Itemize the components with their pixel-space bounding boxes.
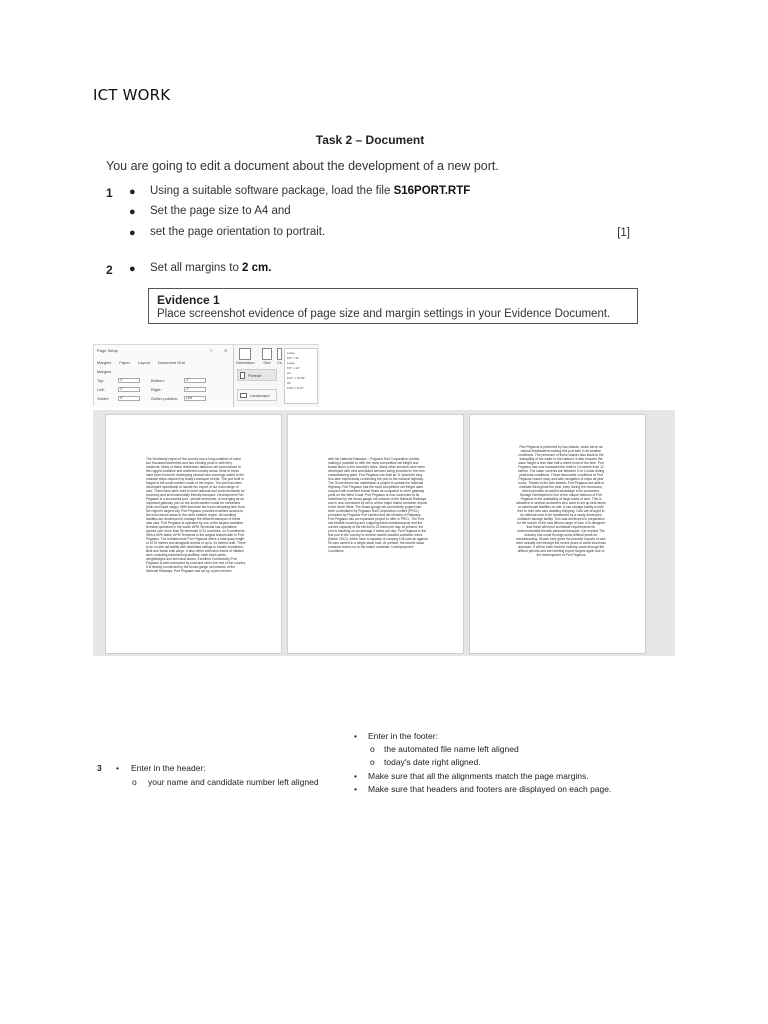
size-option-dims: 5.83" x 8.27" [287, 386, 304, 390]
bullet: • [116, 763, 119, 773]
right-margin-input[interactable]: 2" [184, 387, 206, 392]
question-1-item: set the page orientation to portrait. [150, 226, 326, 238]
question-1-item: Using a suitable software package, load the file S16PORT.RTF [150, 185, 471, 197]
dialog-tabs [97, 360, 185, 365]
document-pages-preview [93, 410, 675, 656]
gutter-position-select[interactable]: Left [184, 396, 206, 401]
margins-group-label: Margins [97, 369, 112, 374]
size-icon [262, 348, 272, 360]
page-text: Port Pegasus is protected by two islands, which serve as natural breakwaters making this port safe in all weather conditions. The presence of these islands also leads to the tranquillity of the water in the harbour. It also ensures the wave height is less than half a metre most of the time. Port Pegasus has now increased the draft to 14 metres from 12 metres. The water currents are between 0 to 1 knots during peak tidal conditions. These favourable conditions at Port Pegasus ensure easy and safe navigation of ships all year round. Thanks to the twin islands, Port Pegasus are able to maintain throughout the year, even during the monsoons, which provides an added advantage to its customers. Storage Development One of the unique features of Port Pegasus is the availability of large tracts of land. This is attractive to several customers who want to set up tank farms or warehouse facilities on site. It can storage facility is both free to hold new cars awaiting shipping. Cars are brought to by national road to be transferred by a newly developed container storage facility. This was developed in preparation for the launch of the new lithium range of cars. It is designed that these will meet worldwide requirements for environmentally friendly personal transport. Car exports The industry has come through some difficult years for manufacturing. Shown here gives the planned exports of cars were actually met through the recent years of world economic downturn. It will be seen that the industry came through the difficult periods and are meeting export targets again due to the development of Port Pegasus [516, 445, 606, 557]
help-button[interactable]: ? [210, 348, 213, 353]
tab-document-grid[interactable]: Document Grid [157, 360, 185, 365]
evidence-text: Place screenshot evidence of page size and margin settings in your Evidence Document. [157, 308, 611, 320]
task-title: Task 2 – Document [315, 133, 425, 147]
margin-row [97, 387, 209, 392]
size-option[interactable]: A4 [287, 371, 291, 375]
margin-row [97, 378, 209, 383]
field-label: Bottom: [151, 378, 165, 383]
size-option-dims: 8.5" x 11" [287, 356, 300, 360]
portrait-option[interactable]: Portrait [237, 369, 277, 381]
footer-item: the automated file name left aligned [384, 744, 519, 754]
document-page-3 [469, 414, 646, 654]
question-1-number: 1 [106, 186, 113, 200]
header-item: your name and candidate number left aligned [148, 777, 319, 787]
sub-bullet: o [370, 757, 375, 767]
bullet: ● [129, 206, 136, 218]
question-2-number: 2 [106, 263, 113, 277]
field-label: Top: [97, 378, 105, 383]
field-label: Gutter: [97, 396, 110, 401]
margin-row [97, 396, 209, 401]
instruction-item: Make sure that all the alignments match the page margins. [368, 771, 589, 781]
bullet: ● [129, 263, 136, 275]
bottom-margin-input[interactable]: 2" [184, 378, 206, 383]
question-3-number: 3 [97, 763, 102, 773]
columns-icon [277, 348, 282, 360]
columns-button[interactable]: Co [277, 348, 282, 365]
field-label: Gutter position: [151, 396, 179, 401]
sub-bullet: o [132, 777, 137, 787]
close-button[interactable]: ✕ [224, 348, 228, 353]
bullet: ● [129, 227, 136, 239]
sub-bullet: o [370, 744, 375, 754]
bullet: ● [129, 186, 136, 198]
task-block [90, 120, 650, 330]
header-label: Enter in the header: [131, 763, 206, 773]
page-setup-dialog [94, 345, 234, 407]
page-setup-screenshot [93, 344, 319, 406]
field-label: Right: [151, 387, 162, 392]
footer-item: today's date right aligned. [384, 757, 481, 767]
size-option[interactable]: Legal [287, 361, 295, 365]
task-intro: You are going to edit a document about the development of a new port. [106, 159, 499, 173]
top-margin-input[interactable]: 2" [118, 378, 140, 383]
document-page-1 [105, 414, 282, 654]
orientation-icon [239, 348, 251, 360]
field-label: Left: [97, 387, 105, 392]
orientation-button[interactable]: Orientation [236, 348, 255, 365]
instruction-item: Make sure that headers and footers are displayed on each page. [368, 784, 612, 794]
bullet: • [354, 731, 357, 741]
landscape-icon [240, 393, 247, 398]
bullet: • [354, 771, 357, 781]
question-3-footer-block [340, 728, 612, 798]
size-option-dims: 8.27" x 11.69" [287, 376, 306, 380]
evidence-title: Evidence 1 [157, 293, 220, 307]
question-1-mark: [1] [617, 227, 630, 239]
page-text: with the National Railways – Pegasus Rail Corporation Limited, making it possible to offer the most competitive rail freight and transit times to the country's cities. Many other services have been developed with new scheduled services being provided to the new manufacturing plant. Port Pegasus has built an 11 kilometre long four-lane expressway connecting the port to the national highway. The Government has undertaken a project to update the National Highway. Port Pegasus has the most competitive rail freight rates coupled with excellent transit times as compared to other gateway ports on the West Coast. Port Pegasus is now connected to its hinterland by the broad-gauge rail network of the National Railways and is now connected by rail to all the major inland container depots in the North West. The broad-gauge rail connectivity project has been undertaken by Pegasus Rail Corporation Limited (PRCL) promoted by Pegasus Port Limited and the Ministry of Railways. Port Pegasus has an expansive project to offer in PRCL. The Port has flexible incoming and outgoing trains simultaneously and the current capacity of the rail link is 22 trains per day. At present, the port is handling on an average 2 trains per day. Port Pegasus is the first port in the country to receive double stacked container trains (March 2010), which have a capacity of carrying 108 cars as against 90 cars carried in a single stack train. At present, the double stack container trains run to the inland container. Unemployment Conditions [328, 457, 428, 553]
tab-margins[interactable]: Margins [97, 360, 112, 365]
page-text: The Northwest region of the country has a long coastline of some two thousand kilometres and two existing ports in with ferry residents. Many of these residences harbours are accustomed to the rugged coastline and sheltered country areas. Most of these have been found for developing several new moorings suited to the massive ships required by today's transport needs. The port built in Nagari is the south eastern coast of the region. The port has been developed specifically to handle the export of our main range of cars. There have been built to meet national and world demands for economy and environmentally friendly transport. Development Port Pegasus is a successful port - private enterprise, is emerging as an important gateway port on the south eastern coast for containers (bulk and liquid cargo). With less than ten hours steaming time from the region's largest city, Port Pegasus provides excellent access to the most dense areas in the north eastern region. Its handling facilities are developed to manage the efficient transport of these new cars. Port Pegasus is operated by one of the largest container terminal operators in the world. APM Terminals has operations spread over more than 50 terminals in 31 countries, on 5 continents. With a 60% stake, APM Terminals is the largest shareholder in Port Pegasus. The Infrastructure Port Pegasus offers a total quay length of 1075 metres and alongside depths of up to 14 metres draft. There is an on-site rail facility with dedicated sidings to handle containers. Bulk and break bulk cargo. It also offers extensive tracks of inflated silos, including transforming facilities, steel stock yards, weighbridges and technical stores. Excellent Connectivity Port Pegasus is well connected by road and rail to the rest of the country. It is directly connected by the broad-gauge rail network of the National Railways. Port Pegasus has set up a joint venture [146, 457, 246, 573]
layout-ribbon [234, 345, 320, 407]
document-page-2 [287, 414, 464, 654]
size-option-dims: 8.5" x 14" [287, 366, 300, 370]
size-option[interactable]: A5 [287, 381, 291, 385]
bullet: • [354, 784, 357, 794]
left-margin-input[interactable]: 2" [118, 387, 140, 392]
landscape-option[interactable]: Landscape [237, 389, 277, 401]
gutter-input[interactable]: 0" [118, 396, 140, 401]
tab-layout[interactable]: Layout [137, 360, 150, 365]
size-button[interactable]: Size [262, 348, 272, 365]
portrait-icon [240, 372, 245, 379]
size-option[interactable]: Letter [287, 351, 295, 355]
footer-label: Enter in the footer: [368, 731, 438, 741]
question-3-header-block [94, 758, 340, 792]
question-2-item: Set all margins to 2 cm. [150, 262, 272, 274]
tab-paper[interactable]: Paper [119, 360, 130, 365]
size-dropdown[interactable] [284, 348, 318, 404]
evidence-box [148, 288, 638, 324]
page-heading: ICT WORK [93, 86, 171, 104]
dialog-title: Page Setup [97, 348, 118, 353]
question-1-item: Set the page size to A4 and [150, 205, 291, 217]
